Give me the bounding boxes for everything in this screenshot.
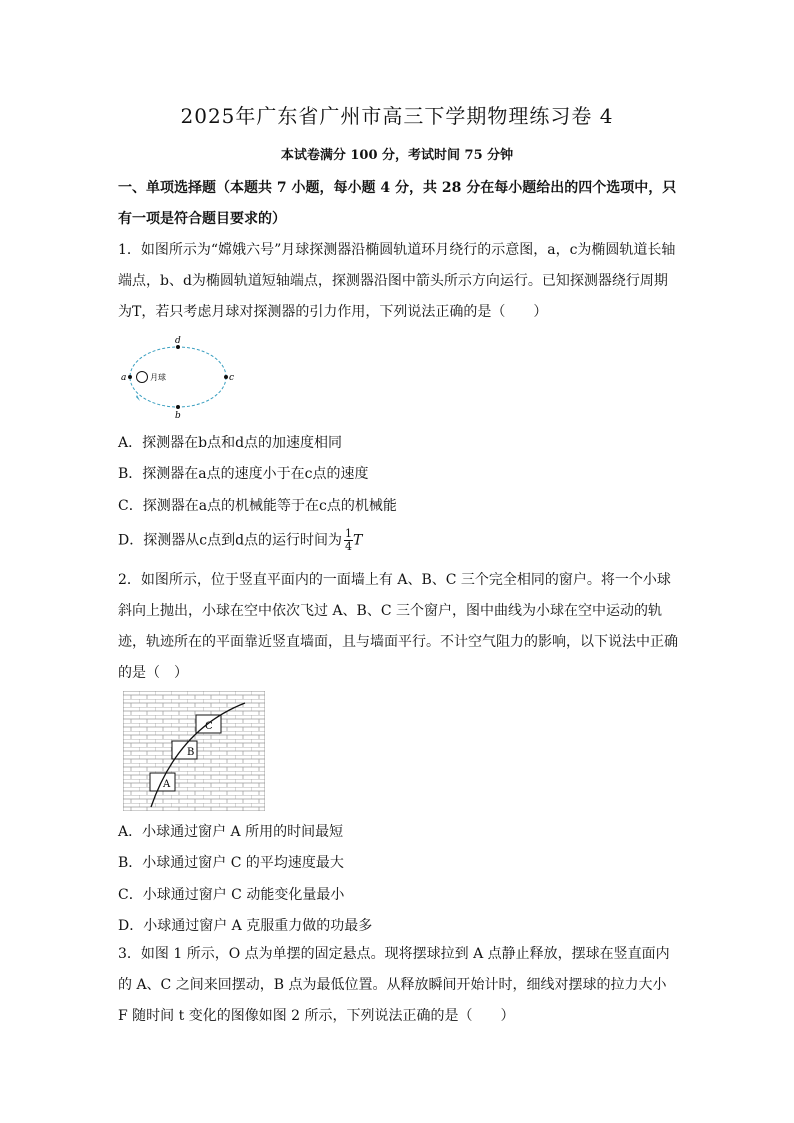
question-1-figure [118, 334, 238, 420]
q1-option-d [118, 528, 362, 553]
q2-option-c: C．小球通过窗户 C 动能变化量最小 [118, 887, 345, 903]
label-c: c [229, 373, 235, 383]
moon-circle [137, 372, 148, 383]
direction-arrow-icon [136, 395, 140, 401]
question-1-text: 1．如图所示为“嫦娥六号”月球探测器沿椭圆轨道环月绕行的示意图，a，c为椭圆轨道长轴端点，b、d为椭圆轨道短轴端点，探测器沿图中箭头所示方向运行。已知探测器绕行周期为T，若只考虑月球对探测器的引力作用，下列说法正确的是（ ） [118, 242, 676, 320]
q1-option-a: A．探测器在b点和d点的加速度相同 [118, 435, 343, 451]
question-2-text: 2．如图所示，位于竖直平面内的一面墙上有 A、B、C 三个完全相同的窗户。将一个小球斜向上抛出，小球在空中依次飞过 A、B、C 三个窗户，图中曲线为小球在空中运动的轨迹，轨迹所在的平面靠近竖直墙面，且与墙面平行。不计空气阻力的影响，以下说法中正确的是（ ） [118, 572, 678, 681]
window-a-label: A [163, 779, 171, 790]
label-b: b [175, 411, 181, 420]
q2-option-d: D．小球通过窗户 A 克服重力做的功最多 [118, 918, 373, 934]
point-c [224, 375, 228, 379]
q1-option-d-text: D．探测器从c点到d点的运行时间为 [118, 532, 343, 549]
window-c-label: C [205, 721, 213, 732]
fraction-denominator: 4 [345, 540, 353, 553]
q2-option-a: A．小球通过窗户 A 所用的时间最短 [118, 824, 344, 840]
question-2-figure [123, 691, 265, 811]
label-moon: 月球 [150, 373, 166, 382]
page-title: 2025年广东省广州市高三下学期物理练习卷 4 [180, 104, 614, 128]
label-a: a [121, 373, 127, 383]
q1-option-c: C．探测器在a点的机械能等于在c点的机械能 [118, 498, 397, 514]
q2-option-b: B．小球通过窗户 C 的平均速度最大 [118, 855, 344, 871]
fraction [344, 528, 353, 553]
page-subtitle: 本试卷满分 100 分，考试时间 75 分钟 [280, 148, 514, 163]
period-symbol: T [353, 532, 363, 549]
q1-option-b: B．探测器在a点的速度小于在c点的速度 [118, 466, 369, 482]
section-heading: 一、单项选择题（本题共 7 小题，每小题 4 分，共 28 分在每小题给出的四个选项中，只有一项是符合题目要求的） [118, 180, 677, 227]
point-a [128, 375, 132, 379]
window-b-label: B [187, 747, 195, 758]
fraction-numerator: 1 [345, 527, 353, 540]
label-d: d [175, 336, 181, 346]
question-3-text: 3．如图 1 所示，O 点为单摆的固定悬点。现将摆球拉到 A 点静止释放，摆球在竖直面内的 A、C 之间来回摆动，B 点为最低位置。从释放瞬间开始计时，细线对摆球的拉力大小 F 随时间 t 变化的图像如图 2 所示，下列说法正确的是（ ） [118, 946, 670, 1024]
point-b [176, 405, 180, 409]
